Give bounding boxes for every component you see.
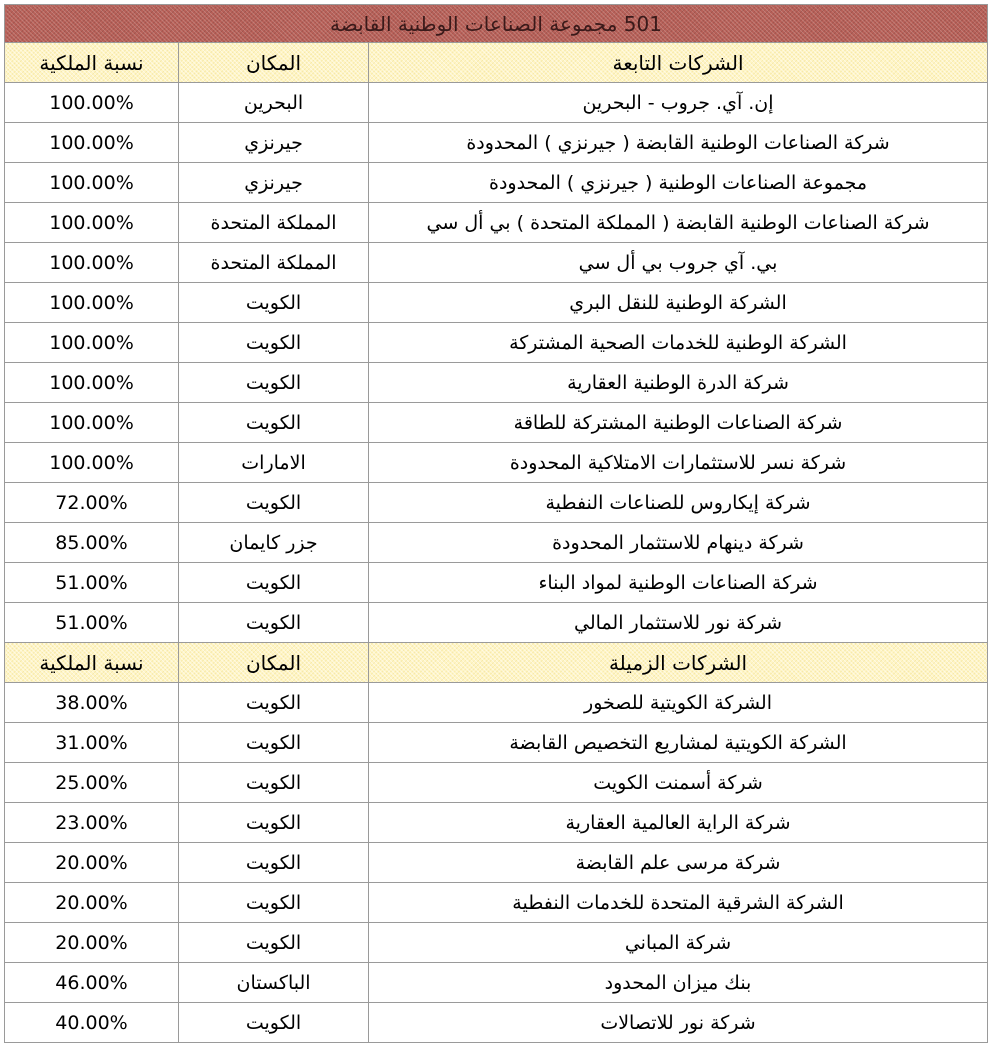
subsidiary-ownership-cell: 100.00% [5,203,179,243]
subsidiary-table-row [5,443,988,483]
associate-ownership-cell: 20.00% [5,843,179,883]
subsidiaries-place-header: المكان [179,43,369,83]
associate-place-cell: الكويت [179,923,369,963]
subsidiary-company-cell: شركة نور للاستثمار المالي [369,603,988,643]
subsidiary-company-cell: شركة دينهام للاستثمار المحدودة [369,523,988,563]
subsidiary-company-cell: الشركة الوطنية للخدمات الصحية المشتركة [369,323,988,363]
subsidiary-company-cell: شركة الصناعات الوطنية القابضة ( جيرنزي ) المحدودة [369,123,988,163]
subsidiary-place-cell: الكويت [179,603,369,643]
subsidiary-table-row [5,203,988,243]
associate-place-cell: الباكستان [179,963,369,1003]
subsidiary-ownership-cell: 100.00% [5,323,179,363]
subsidiary-ownership-cell: 51.00% [5,603,179,643]
associate-company-cell: شركة أسمنت الكويت [369,763,988,803]
subsidiary-place-cell: الكويت [179,283,369,323]
associate-company-cell: شركة مرسى علم القابضة [369,843,988,883]
subsidiary-ownership-cell: 100.00% [5,443,179,483]
associate-ownership-cell: 25.00% [5,763,179,803]
associate-ownership-cell: 31.00% [5,723,179,763]
subsidiary-table-row [5,563,988,603]
associate-table-row [5,723,988,763]
subsidiaries-company-header: الشركات التابعة [369,43,988,83]
subsidiary-company-cell: بي. آي جروب بي أل سي [369,243,988,283]
associate-company-cell: شركة المباني [369,923,988,963]
subsidiary-table-row [5,363,988,403]
associate-ownership-cell: 20.00% [5,923,179,963]
subsidiary-company-cell: مجموعة الصناعات الوطنية ( جيرنزي ) المحدودة [369,163,988,203]
subsidiary-ownership-cell: 100.00% [5,283,179,323]
subsidiary-ownership-cell: 100.00% [5,83,179,123]
associate-company-cell: الشركة الشرقية المتحدة للخدمات النفطية [369,883,988,923]
subsidiary-table-row [5,523,988,563]
subsidiary-place-cell: جزر كايمان [179,523,369,563]
holdings-table [4,4,988,1043]
associate-table-row [5,883,988,923]
subsidiary-company-cell: شركة إيكاروس للصناعات النفطية [369,483,988,523]
subsidiary-company-cell: شركة نسر للاستثمارات الامتلاكية المحدودة [369,443,988,483]
associate-table-row [5,763,988,803]
subsidiary-ownership-cell: 51.00% [5,563,179,603]
subsidiary-ownership-cell: 100.00% [5,123,179,163]
subsidiary-place-cell: المملكة المتحدة [179,203,369,243]
subsidiary-place-cell: جيرنزي [179,163,369,203]
subsidiary-table-row [5,243,988,283]
associates-header-row [5,643,988,683]
subsidiary-company-cell: الشركة الوطنية للنقل البري [369,283,988,323]
subsidiary-table-row [5,483,988,523]
associate-place-cell: الكويت [179,843,369,883]
associate-company-cell: الشركة الكويتية للصخور [369,683,988,723]
associate-ownership-cell: 38.00% [5,683,179,723]
associate-ownership-cell: 20.00% [5,883,179,923]
table-title: 501 مجموعة الصناعات الوطنية القابضة [5,5,988,43]
subsidiary-ownership-cell: 100.00% [5,243,179,283]
holdings-table-container [4,4,987,1043]
associate-place-cell: الكويت [179,883,369,923]
subsidiary-table-row [5,123,988,163]
subsidiary-place-cell: الكويت [179,563,369,603]
associate-place-cell: الكويت [179,803,369,843]
associate-table-row [5,923,988,963]
subsidiaries-ownership-header: نسبة الملكية [5,43,179,83]
associate-company-cell: شركة الراية العالمية العقارية [369,803,988,843]
subsidiary-ownership-cell: 85.00% [5,523,179,563]
associate-ownership-cell: 46.00% [5,963,179,1003]
title-row [5,5,988,43]
subsidiary-place-cell: الكويت [179,483,369,523]
associate-table-row [5,1003,988,1043]
associate-table-row [5,683,988,723]
associate-table-row [5,803,988,843]
associate-ownership-cell: 40.00% [5,1003,179,1043]
subsidiary-table-row [5,403,988,443]
subsidiary-place-cell: الكويت [179,323,369,363]
associate-place-cell: الكويت [179,683,369,723]
subsidiary-place-cell: الامارات [179,443,369,483]
subsidiary-company-cell: شركة الصناعات الوطنية المشتركة للطاقة [369,403,988,443]
subsidiary-company-cell: شركة الصناعات الوطنية لمواد البناء [369,563,988,603]
subsidiary-table-row [5,283,988,323]
subsidiary-table-row [5,603,988,643]
subsidiary-place-cell: المملكة المتحدة [179,243,369,283]
associate-place-cell: الكويت [179,763,369,803]
subsidiary-table-row [5,323,988,363]
subsidiary-company-cell: إن. آي. جروب - البحرين [369,83,988,123]
associate-ownership-cell: 23.00% [5,803,179,843]
subsidiary-company-cell: شركة الصناعات الوطنية القابضة ( المملكة المتحدة ) بي أل سي [369,203,988,243]
subsidiary-place-cell: جيرنزي [179,123,369,163]
associate-company-cell: شركة نور للاتصالات [369,1003,988,1043]
subsidiary-ownership-cell: 100.00% [5,403,179,443]
subsidiary-place-cell: الكويت [179,363,369,403]
associates-place-header: المكان [179,643,369,683]
subsidiary-place-cell: الكويت [179,403,369,443]
associate-table-row [5,963,988,1003]
subsidiary-ownership-cell: 100.00% [5,163,179,203]
subsidiary-table-row [5,83,988,123]
associates-ownership-header: نسبة الملكية [5,643,179,683]
subsidiary-ownership-cell: 72.00% [5,483,179,523]
associate-place-cell: الكويت [179,1003,369,1043]
associates-company-header: الشركات الزميلة [369,643,988,683]
associate-company-cell: الشركة الكويتية لمشاريع التخصيص القابضة [369,723,988,763]
subsidiary-ownership-cell: 100.00% [5,363,179,403]
subsidiaries-header-row [5,43,988,83]
subsidiary-table-row [5,163,988,203]
subsidiary-place-cell: البحرين [179,83,369,123]
associate-place-cell: الكويت [179,723,369,763]
associate-table-row [5,843,988,883]
associate-company-cell: بنك ميزان المحدود [369,963,988,1003]
subsidiary-company-cell: شركة الدرة الوطنية العقارية [369,363,988,403]
